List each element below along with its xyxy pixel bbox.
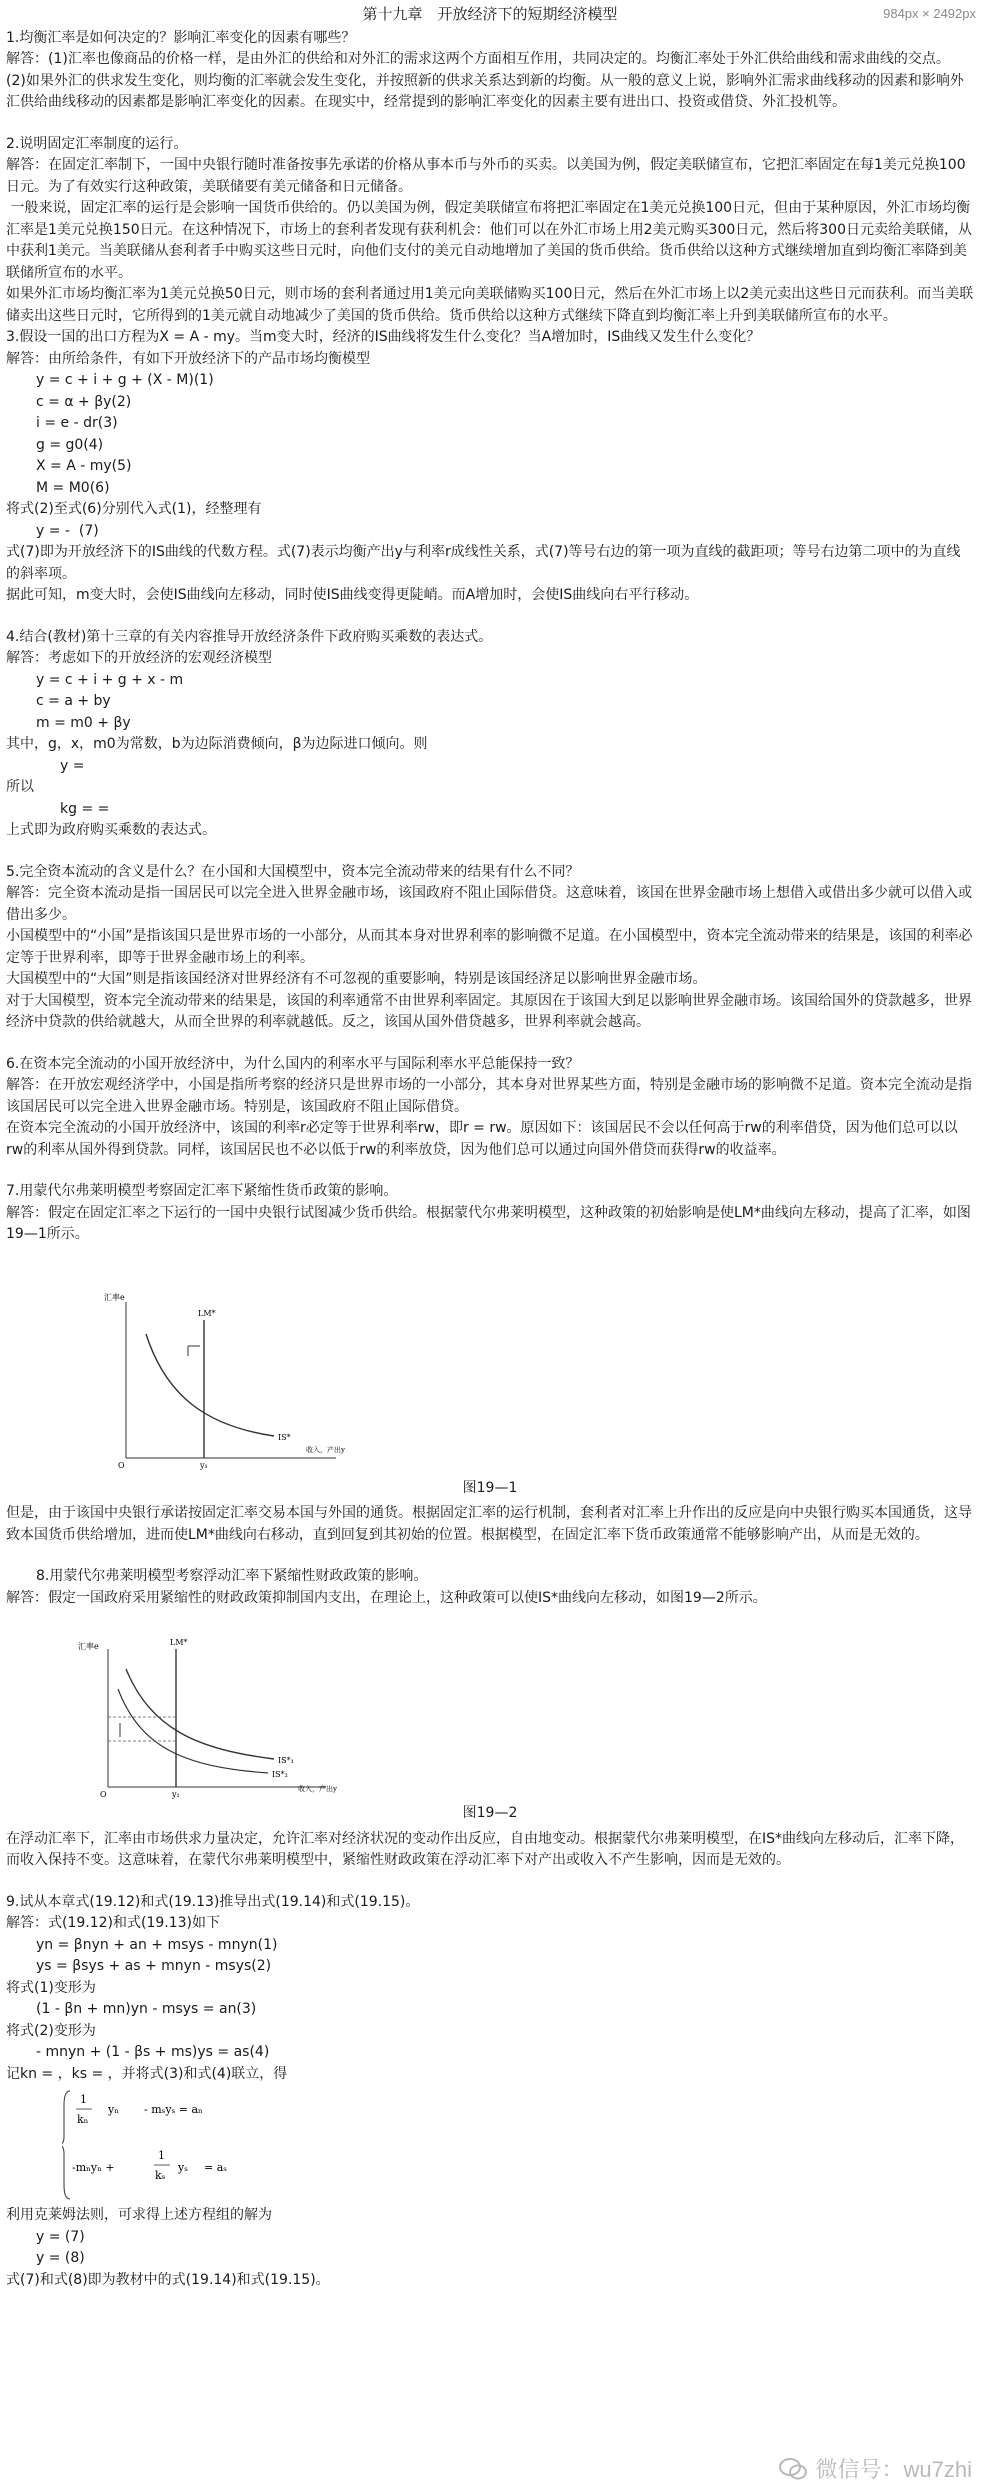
- answer-paragraph: 大国模型中的“大国”则是指该国经济对世界经济有不可忽视的重要影响，特别是该国经济足以影响世界金融市场。: [6, 971, 707, 987]
- answer-paragraph: 解答：假定一国政府采用紧缩性的财政政策抑制国内支出，在理论上，这种政策可以使IS*曲线向左移动，如图19—2所示。: [6, 1589, 767, 1606]
- question-2: [6, 134, 974, 328]
- document-page: [6, 4, 974, 2291]
- origin-label: O: [118, 1460, 125, 1470]
- question-text: 9.试从本章式(19.12)和式(19.13)推导出式(19.14)和式(19.15)。: [6, 1893, 420, 1910]
- answer-paragraph: 但是，由于该国中央银行承诺按固定汇率交易本国与外国的通货。根据固定汇率的运行机制，套利者对汇率上升作出的反应是向中央银行购买本国通货，这导致本国货币供给增加，进而使LM*曲线向右移动，直到回复到其初始的位置。根据模型，在固定汇率下货币政策通常不能够影响产出，从而是无效的。: [6, 1505, 972, 1543]
- answer-paragraph: 如果外汇市场均衡汇率为1美元兑换50日元，则市场的套利者通过用1美元向美联储购买100日元，然后在外汇市场上以2美元卖出这些日元而获利。而当美联储卖出这些日元时，它所得到的1美元就自动地减少了美国的货币供给。货币供给以这种方式继续下降直到均衡汇率上升到美联储所宣布的水平。: [6, 286, 974, 324]
- question-text: 6.在资本完全流动的小国开放经济中，为什么国内的利率水平与国际利率水平总能保持一致？: [6, 1055, 580, 1072]
- equation: M = M0(6): [36, 479, 110, 496]
- question-3: [6, 327, 974, 607]
- row-2-left: -mₙyₙ +: [72, 2161, 115, 2174]
- y-axis-label: 汇率e: [78, 1642, 99, 1651]
- is-curve-label: IS*: [278, 1432, 291, 1442]
- y1-label: y₁: [172, 1790, 180, 1799]
- question-text: 4.结合(教材)第十三章的有关内容推导开放经济条件下政府购买乘数的表达式。: [6, 628, 493, 645]
- answer-paragraph: 一般来说，固定汇率的运行是会影响一国货币供给的。仍以美国为例，假定美联储宣布将把汇率固定在1美元兑换100日元，但由于某种原因，外汇市场均衡汇率是1美元兑换150日元。在这种情况下，市场上的套利者发现有获利机会：他们可以在外汇市场上用2美元购买300日元，然后将300日元卖给美联储，从中获利1美元。当美联储从套利者手中购买这些日元时，向他们支付的美元自动地增加了美国的货币供给。货币供给以这种方式继续增加直到均衡汇率降到美联储所宣布的水平。: [6, 200, 972, 281]
- equation: X = A - my(5): [36, 458, 132, 474]
- question-9: [6, 1892, 974, 2292]
- variable-yn: yₙ: [108, 2103, 119, 2116]
- equation: y =: [60, 757, 85, 774]
- is-curve-2: [118, 1689, 268, 1773]
- answer-paragraph: 所以: [6, 779, 34, 795]
- answer-paragraph: 式(7)和式(8)即为教材中的式(19.14)和式(19.15)。: [6, 2271, 330, 2288]
- origin-label: O: [100, 1790, 107, 1799]
- answer-paragraph: 对于大国模型，资本完全流动带来的结果是，该国的利率通常不由世界利率固定。其原因在于该国大到足以影响世界金融市场。该国给国外的贷款越多，世界经济中贷款的供给就越大，从而全世界的利率就越低。反之，该国从国外借贷越多，世界利率就会越高。: [6, 992, 972, 1030]
- fraction-denominator: kₙ: [77, 2113, 89, 2126]
- row-2-right: = aₛ: [204, 2161, 227, 2174]
- left-brace: [62, 2091, 70, 2199]
- equation: g = g0(4): [36, 436, 104, 453]
- figure-19-1-graphic: [6, 1246, 974, 1474]
- figure-caption: 图19—1: [462, 1479, 518, 1496]
- is-curve: [146, 1334, 274, 1436]
- answer-paragraph: 解答：在固定汇率制下，一国中央银行随时准备按事先承诺的价格从事本币与外币的买卖。以美国为例，假定美联储宣布，它把汇率固定在每1美元兑换100日元。为了有效实行这种政策，美联储要有美元储备和日元储备。: [6, 157, 966, 195]
- fraction-denominator: kₛ: [155, 2169, 166, 2182]
- y1-label: y₁: [200, 1460, 208, 1470]
- is2-label: IS*₂: [272, 1770, 288, 1779]
- equation: y = (8): [36, 2250, 85, 2266]
- answer-paragraph: 将式(2)至式(6)分别代入式(1)，经整理有: [6, 501, 262, 517]
- question-8: [6, 1566, 974, 1872]
- equation: ys = βsys + as + mnyn - msys(2): [36, 1958, 272, 1974]
- answer-paragraph: 将式(1)变形为: [6, 1979, 96, 1996]
- equation: y = (7): [36, 2228, 85, 2245]
- answer-paragraph: 解答：在开放宏观经济学中，小国是指所考察的经济只是世界市场的一小部分，其本身对世界某些方面，特别是金融市场的影响微不足道。资本完全流动是指该国居民可以完全进入世界金融市场。特别是，该国政府不阻止国际借贷。: [6, 1077, 972, 1115]
- equation: - mnyn + (1 - βs + ms)ys = as(4): [36, 2044, 270, 2060]
- question-6: [6, 1054, 974, 1162]
- equation: c = α + βy(2): [36, 393, 132, 410]
- question-text: 1.均衡汇率是如何决定的？影响汇率变化的因素有哪些？: [6, 29, 356, 46]
- is1-label: IS*₁: [278, 1756, 294, 1765]
- watermark-text: 微信号：wu7zhi: [815, 2457, 972, 2482]
- is-curve-1: [126, 1669, 274, 1759]
- watermark: [778, 2453, 972, 2484]
- answer-paragraph: 解答：假定在固定汇率之下运行的一国中央银行试图减少货币供给。根据蒙代尔弗莱明模型，这种政策的初始影响是使LM*曲线向左移动，提高了汇率，如图19—1所示。: [6, 1204, 971, 1242]
- fraction-numerator: 1: [80, 2093, 87, 2106]
- figure-19-2: [6, 1609, 974, 1799]
- answer-paragraph: 将式(2)变形为: [6, 2022, 96, 2039]
- answer-intro: 解答：考虑如下的开放经济的宏观经济模型: [6, 650, 272, 666]
- wechat-icon: [778, 2456, 808, 2482]
- question-1: [6, 28, 974, 114]
- figure-caption: 图19—2: [462, 1805, 518, 1821]
- variable-ys: yₛ: [178, 2161, 188, 2174]
- equation: i = e - dr(3): [36, 415, 118, 431]
- equation: y = - (7): [36, 522, 99, 539]
- equation-system-graphic: [62, 2085, 462, 2205]
- answer-paragraph: 解答：(1)汇率也像商品的价格一样，是由外汇的供给和对外汇的需求这两个方面相互作用，共同决定的。均衡汇率处于外汇供给曲线和需求曲线的交点。: [6, 51, 950, 67]
- answer-paragraph: 式(7)即为开放经济下的IS曲线的代数方程。式(7)表示均衡产出y与利率r成线性关系，式(7)等号右边的第一项为直线的截距项；等号右边第二项中的为直线的斜率项。: [6, 544, 961, 582]
- y-axis-label: 汇率e: [104, 1292, 125, 1302]
- question-7: [6, 1181, 974, 1546]
- answer-paragraph: 在浮动汇率下，汇率由市场供求力量决定，允许汇率对经济状况的变动作出反应，自由地变动。根据蒙代尔弗莱明模型，在IS*曲线向左移动后，汇率下降，而收入保持不变。这意味着，在蒙代尔弗莱明模型中，紧缩性财政政策在浮动汇率下对产出或收入不产生影响，因而是无效的。: [6, 1830, 965, 1868]
- equation: (1 - βn + mn)yn - msys = an(3): [36, 2001, 257, 2017]
- question-4: [6, 627, 974, 842]
- answer-paragraph: 上式即为政府购买乘数的表达式。: [6, 822, 216, 838]
- answer-paragraph: 其中，g，x，m0为常数，b为边际消费倾向，β为边际进口倾向。则: [6, 736, 428, 752]
- row-1-rest: - mₛyₛ = aₙ: [144, 2103, 203, 2116]
- question-text: 3.假设一国的出口方程为X = A - my。当m变大时，经济的IS曲线将发生什么变化？当A增加时，IS曲线又发生什么变化？: [6, 329, 761, 345]
- answer-paragraph: 据此可知，m变大时，会使IS曲线向左移动，同时使IS曲线变得更陡峭。而A增加时，会使IS曲线向右平行移动。: [6, 587, 699, 603]
- answer-paragraph: (2)如果外汇的供求发生变化，则均衡的汇率就会发生变化，并按照新的供求关系达到新的均衡。从一般的意义上说，影响外汇需求曲线移动的因素和影响外汇供给曲线移动的因素都是影响汇率变化的因素。在现实中，经常提到的影响汇率变化的因素主要有进出口、投资或借贷、外汇投机等。: [6, 72, 964, 110]
- lm-curve-label: LM*: [170, 1638, 188, 1647]
- answer-paragraph: 小国模型中的“小国”是指该国只是世界市场的一小部分，从而其本身对世界利率的影响微不足道。在小国模型中，资本完全流动带来的结果是，该国的利率必定等于世界利率，即等于世界金融市场上的利率。: [6, 928, 973, 966]
- chapter-title: 第十九章 开放经济下的短期经济模型: [362, 5, 618, 23]
- fraction-numerator: 1: [158, 2149, 165, 2162]
- answer-intro: 解答：由所给条件，有如下开放经济下的产品市场均衡模型: [6, 350, 370, 367]
- equation: m = m0 + βy: [36, 714, 131, 731]
- answer-paragraph: 利用克莱姆法则，可求得上述方程组的解为: [6, 2207, 272, 2223]
- image-dimensions-label: 984px × 2492px: [883, 6, 976, 21]
- lm-curve-label: LM*: [198, 1308, 216, 1318]
- equation: y = c + i + g + (X - M)(1): [36, 372, 214, 388]
- question-text: 2.说明固定汇率制度的运行。: [6, 135, 188, 152]
- answer-paragraph: 解答：完全资本流动是指一国居民可以完全进入世界金融市场，该国政府不阻止国际借贷。这意味着，该国在世界金融市场上想借入或借出多少就可以借入或借出多少。: [6, 885, 972, 923]
- equation: y = c + i + g + x - m: [36, 671, 184, 688]
- x-axis-label: 收入，产出y: [298, 1785, 337, 1793]
- equation: yn = βnyn + an + msys - mnyn(1): [36, 1936, 278, 1953]
- question-text: 5.完全资本流动的含义是什么？在小国和大国模型中，资本完全流动带来的结果有什么不同？: [6, 863, 580, 880]
- answer-paragraph: 在资本完全流动的小国开放经济中，该国的利率r必定等于世界利率rw，即r = rw。原因如下：该国居民不会以任何高于rw的利率借贷，因为他们总可以以rw的利率从国外得到贷款。同样，该国居民也不必以低于rw的利率放贷，因为他们总可以通过向国外借贷而获得rw的收益率。: [6, 1120, 958, 1158]
- question-5: [6, 862, 974, 1034]
- equation-system: [62, 2085, 974, 2205]
- question-text: 8.用蒙代尔弗莱明模型考察浮动汇率下紧缩性财政政策的影响。: [36, 1568, 428, 1584]
- answer-intro: 解答：式(19.12)和式(19.13)如下: [6, 1915, 221, 1931]
- answer-paragraph: 记kn = ，ks = ，并将式(3)和式(4)联立，得: [6, 2065, 288, 2082]
- x-axis-label: 收入，产出y: [306, 1445, 345, 1454]
- figure-19-1: [6, 1246, 974, 1474]
- equation: kg = =: [60, 800, 110, 817]
- equation: c = a + by: [36, 693, 111, 709]
- figure-19-2-graphic: [6, 1609, 974, 1799]
- question-text: 7.用蒙代尔弗莱明模型考察固定汇率下紧缩性货币政策的影响。: [6, 1183, 398, 1199]
